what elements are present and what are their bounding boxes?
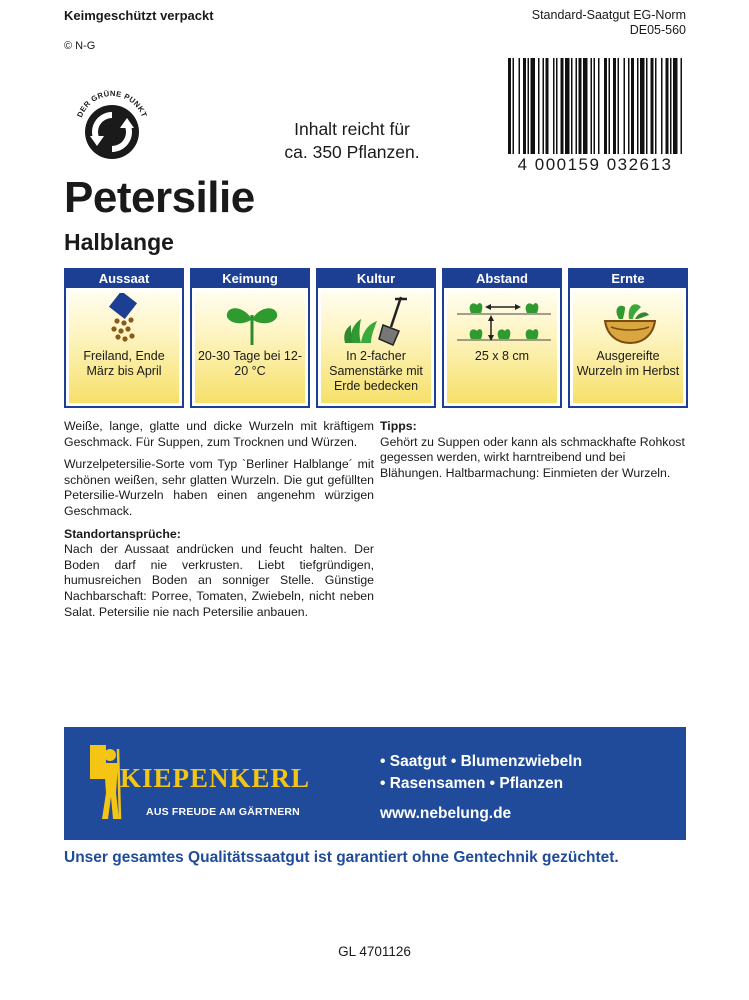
card-text: In 2-facher Samenstärke mit Erde bedecken bbox=[329, 349, 423, 393]
brand-name: KIEPENKERL bbox=[120, 763, 311, 793]
card-ernte bbox=[568, 268, 688, 408]
card-aussaat bbox=[64, 268, 184, 408]
tips-column bbox=[380, 419, 686, 488]
seed-packet-icon bbox=[69, 293, 183, 347]
content-note bbox=[262, 118, 442, 164]
harvest-bowl-icon bbox=[573, 293, 687, 347]
barcode bbox=[504, 58, 686, 176]
brand-banner bbox=[64, 727, 686, 840]
card-kultur bbox=[316, 268, 436, 408]
banner-products-line2: • Rasensamen • Pflanzen bbox=[380, 775, 564, 792]
seed-standard bbox=[532, 8, 686, 38]
card-text: 20-30 Tage bei 12-20 °C bbox=[197, 349, 303, 378]
brand-tagline: AUS FREUDE AM GÄRTNERN bbox=[146, 806, 300, 818]
card-label: Kultur bbox=[318, 270, 434, 288]
content-note-line1: Inhalt reicht für bbox=[294, 119, 410, 139]
content-note-line2: ca. 350 Pflanzen. bbox=[284, 142, 420, 162]
card-text: Ausgereifte Wurzeln im Herbst bbox=[576, 349, 680, 378]
location-text: Nach der Aussaat andrücken und feucht halten. Der Boden darf nie verkrusten. Liebt tiefgründigen, humusreichen Boden an sonniger Stelle. Günstige Nachbarschaft: Porree, Tomaten, Zwiebeln, nicht neben Salat. Petersilie nie nach Petersilie anbauen. bbox=[64, 542, 374, 619]
sprout-icon bbox=[195, 293, 309, 347]
description-paragraph-1: Weiße, lange, glatte und dicke Wurzeln mit kräftigem Geschmack. Für Suppen, zum Trocknen und Würzen. bbox=[64, 419, 374, 449]
svg-text:DER GRÜNE PUNKT: DER GRÜNE PUNKT bbox=[75, 88, 149, 119]
description-column bbox=[64, 419, 374, 627]
banner-products-line1: • Saatgut • Blumenzwiebeln bbox=[380, 753, 583, 770]
card-text: Freiland, Ende März bis April bbox=[83, 349, 165, 378]
seed-standard-line2: DE05-560 bbox=[629, 23, 686, 37]
green-dot-logo-icon bbox=[66, 78, 158, 170]
card-abstand bbox=[442, 268, 562, 408]
spade-icon bbox=[321, 293, 435, 347]
tips-heading: Tipps: bbox=[380, 419, 417, 433]
card-label: Abstand bbox=[444, 270, 560, 288]
location-heading: Standortansprüche: bbox=[64, 526, 181, 541]
copyright-note: © N-G bbox=[64, 40, 96, 52]
card-label: Ernte bbox=[570, 270, 686, 288]
seed-standard-line1: Standard-Saatgut EG-Norm bbox=[531, 8, 686, 22]
product-code: GL 4701126 bbox=[338, 944, 411, 959]
barcode-bars bbox=[504, 58, 686, 164]
description-paragraph-2: Wurzelpetersilie-Sorte vom Typ `Berliner Halblange´ mit schönen weißen, sehr glatten Wurzeln. Die gut gefüllten Petersilie-Wurzeln haben einen angenehm würzigen Geschmack. bbox=[64, 457, 374, 518]
product-subtitle: Halblange bbox=[64, 229, 174, 255]
spacing-icon bbox=[447, 293, 561, 347]
card-keimung bbox=[190, 268, 310, 408]
gmo-free-disclaimer: Unser gesamtes Qualitätssaatgut ist garantiert ohne Gentechnik gezüchtet. bbox=[64, 849, 619, 866]
card-label: Aussaat bbox=[66, 270, 182, 288]
card-label: Keimung bbox=[192, 270, 308, 288]
barcode-number: 4 000159 032613 bbox=[504, 154, 686, 176]
packaging-note: Keimgeschützt verpackt bbox=[64, 8, 214, 23]
banner-website: www.nebelung.de bbox=[380, 805, 512, 822]
product-title: Petersilie bbox=[64, 173, 255, 222]
card-text: 25 x 8 cm bbox=[474, 349, 530, 363]
kiepenkerl-mascot-icon bbox=[86, 741, 122, 825]
tips-text: Gehört zu Suppen oder kann als schmackhafte Rohkost gegessen werden, wirkt harntreibend und bei Blähungen. Haltbarmachung: Einmieten der Wurzeln. bbox=[380, 434, 685, 480]
